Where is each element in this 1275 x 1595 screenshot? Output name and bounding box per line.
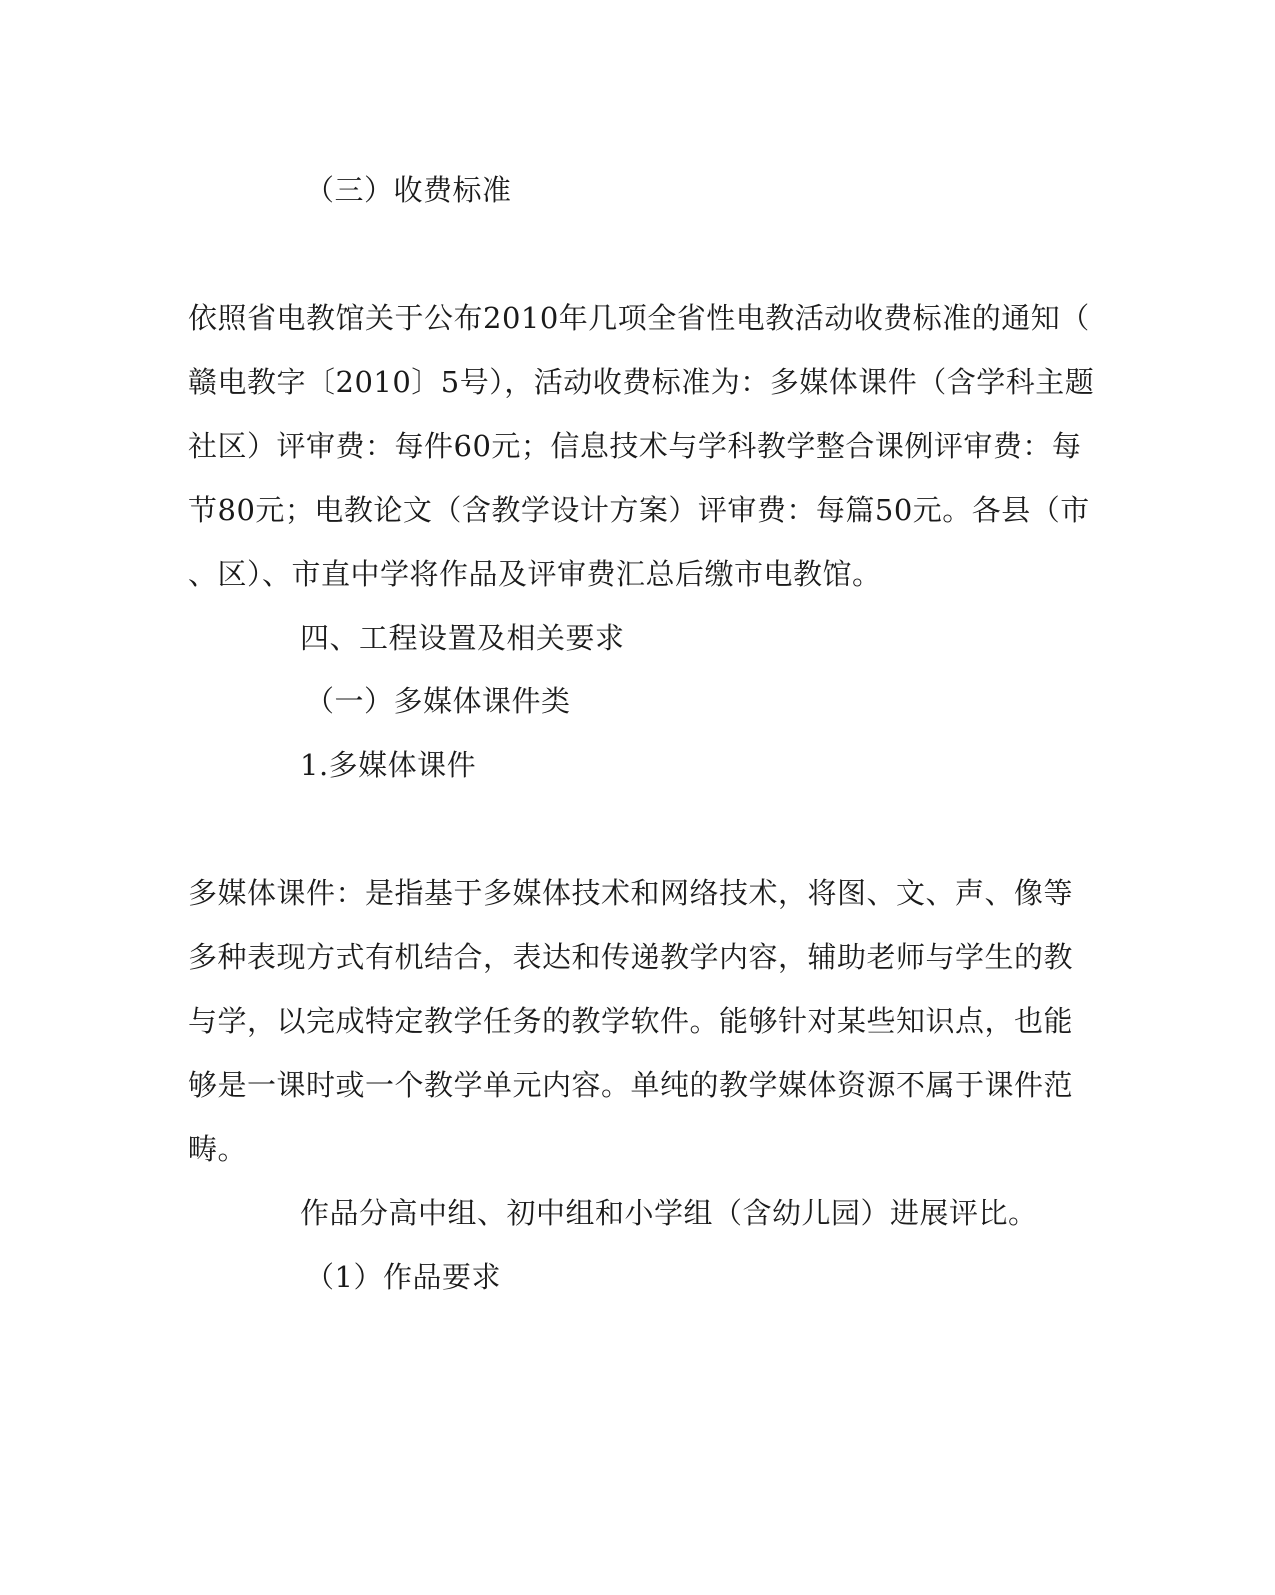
heading-multimedia-courseware: 1.多媒体课件 [300, 748, 477, 782]
paragraph-line: 社区）评审费：每件60元；信息技术与学科教学整合课例评审费：每 [188, 429, 1082, 463]
paragraph-line: 节80元；电教论文（含教学设计方案）评审费：每篇50元。各县（市 [188, 493, 1090, 527]
paragraph-line: 依照省电教馆关于公布2010年几项全省性电教活动收费标准的通知（ [188, 301, 1090, 335]
paragraph-line: 、区）、市直中学将作品及评审费汇总后缴市电教馆。 [188, 557, 882, 591]
paragraph-line: 多媒体课件：是指基于多媒体技术和网络技术，将图、文、声、像等 [188, 876, 1074, 910]
heading-multimedia-category: （一）多媒体课件类 [305, 684, 571, 718]
heading-work-requirements: （1）作品要求 [305, 1260, 501, 1294]
paragraph-line: 够是一课时或一个教学单元内容。单纯的教学媒体资源不属于课件范 [188, 1068, 1074, 1102]
heading-fee-standard: （三）收费标准 [305, 173, 512, 207]
paragraph-line: 畴。 [188, 1132, 248, 1166]
paragraph-line: 多种表现方式有机结合，表达和传递教学内容，辅助老师与学生的教 [188, 940, 1074, 974]
paragraph-line: 与学，以完成特定教学任务的教学软件。能够针对某些知识点，也能 [188, 1004, 1074, 1038]
heading-section-four: 四、工程设置及相关要求 [300, 621, 625, 655]
groups-sentence: 作品分高中组、初中组和小学组（含幼儿园）进展评比。 [300, 1196, 1038, 1230]
paragraph-line: 赣电教字〔2010〕5号），活动收费标准为：多媒体课件（含学科主题 [188, 365, 1095, 399]
